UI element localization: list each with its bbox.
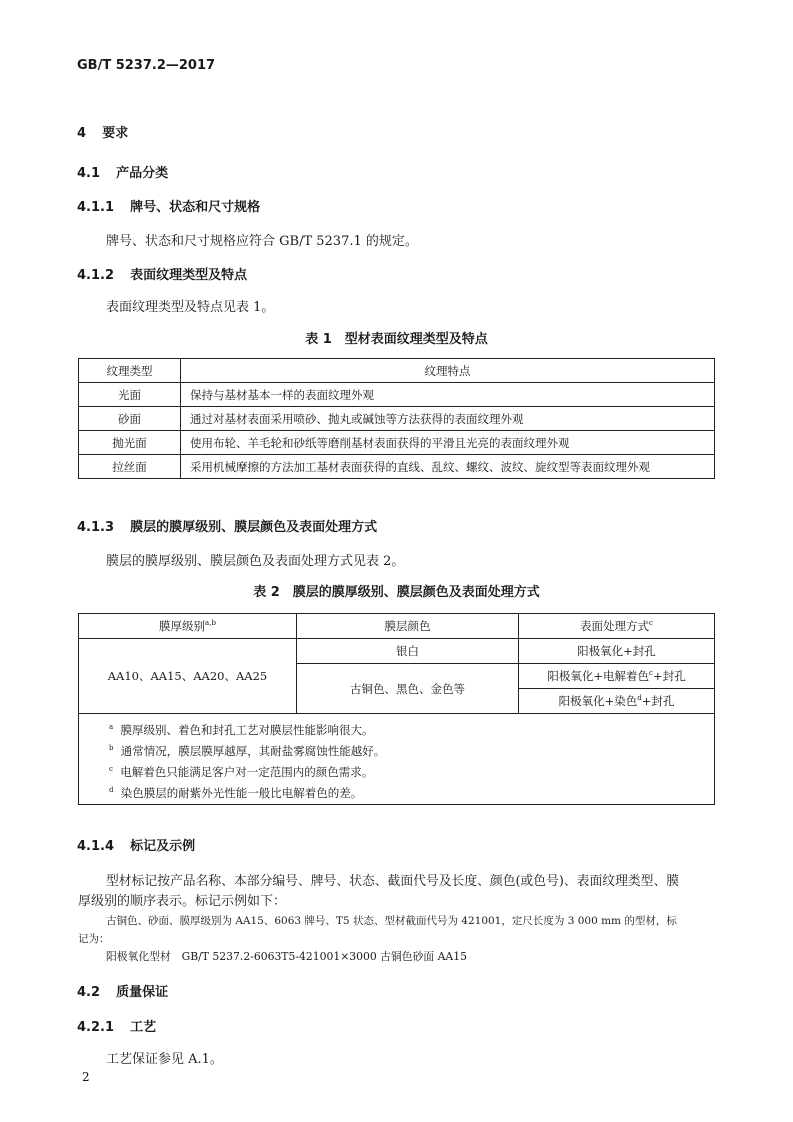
section-number: 4.1.3 [77, 520, 115, 535]
table-row [79, 383, 715, 407]
table-row [79, 455, 715, 479]
note-text: 通常情况，膜层膜厚越厚，其耐盐雾腐蚀性能越好。 [120, 743, 386, 758]
table-header-row [79, 359, 715, 383]
page-number: 2 [82, 1070, 90, 1084]
texture-type-cell: 拉丝面 [79, 455, 181, 479]
table-1 [78, 358, 715, 479]
section-number: 4.1 [77, 166, 101, 181]
thickness-header-cell [79, 614, 297, 639]
table-note [109, 738, 714, 759]
note-text: 膜厚级别、着色和封孔工艺对膜层性能影响很大。 [120, 722, 374, 737]
footnote-mark: c [649, 619, 653, 628]
section-number: 4.1.4 [77, 839, 115, 854]
treatment-header-cell [519, 614, 715, 639]
footnote-mark: a,b [205, 619, 216, 628]
section-4-1-1-text: 牌号、状态和尺寸规格应符合 GB/T 5237.1 的规定。 [106, 234, 418, 249]
thickness-header-label: 膜厚级别 [159, 619, 206, 633]
footnote-mark: c [109, 765, 113, 773]
example-text-line-1: 古铜色、砂面、膜厚级别为 AA15、6063 牌号、T5 状态、型材截面代号为 421001，定尺长度为 3 000 mm 的型材，标 [106, 915, 677, 927]
footnote-mark: d [637, 694, 642, 703]
texture-type-cell: 抛光面 [79, 431, 181, 455]
table-row [79, 639, 715, 664]
section-4-1-2-heading [77, 264, 247, 283]
section-title: 膜层的膜厚级别、膜层颜色及表面处理方式 [130, 520, 378, 535]
table-header-cell: 纹理类型 [79, 359, 181, 383]
table-2-caption: 表 2 膜层的膜厚级别、膜层颜色及表面处理方式 [253, 585, 540, 600]
texture-feature-cell: 使用布轮、羊毛轮和砂纸等磨削基材表面获得的平滑且光亮的表面纹理外观 [181, 431, 715, 455]
section-title: 质量保证 [116, 985, 169, 1000]
table-header-row [79, 614, 715, 639]
section-4-2-1-heading [77, 1016, 156, 1035]
treatment-text: 阳极氧化+电解着色 [547, 669, 650, 683]
table-notes-row [79, 714, 715, 805]
texture-type-cell: 砂面 [79, 407, 181, 431]
texture-feature-cell: 保持与基材基本一样的表面纹理外观 [181, 383, 715, 407]
color-header-cell: 膜层颜色 [297, 614, 519, 639]
table-row [79, 431, 715, 455]
section-number: 4.1.2 [77, 268, 115, 283]
table-header-cell: 纹理特点 [181, 359, 715, 383]
table-note [109, 780, 714, 801]
note-text: 电解着色只能满足客户对一定范围内的颜色需求。 [120, 764, 374, 779]
footnote-mark: b [109, 744, 114, 752]
color-cell: 银白 [297, 639, 519, 664]
table-notes-cell [79, 714, 715, 805]
texture-feature-cell: 通过对基材表面采用喷砂、抛丸或碱蚀等方法获得的表面纹理外观 [181, 407, 715, 431]
table-2 [78, 613, 715, 805]
section-4-1-3-text: 膜层的膜厚级别、膜层颜色及表面处理方式见表 2。 [106, 554, 405, 569]
treatment-header-label: 表面处理方式 [580, 619, 650, 633]
section-number: 4.2.1 [77, 1020, 115, 1035]
section-title: 工艺 [130, 1020, 157, 1035]
treatment-cell [519, 689, 715, 714]
table-note [109, 759, 714, 780]
section-4-1-2-text: 表面纹理类型及特点见表 1。 [106, 300, 275, 315]
texture-feature-cell: 采用机械摩擦的方法加工基材表面获得的直线、乱纹、螺纹、波纹、旋纹型等表面纹理外观 [181, 455, 715, 479]
section-4-1-4-heading [77, 835, 195, 854]
section-4-heading [77, 122, 128, 141]
section-4-1-4-text-line-1: 型材标记按产品名称、本部分编号、牌号、状态、截面代号及长度、颜色(或色号)、表面纹理类型、膜 [106, 874, 680, 889]
treatment-text: +封孔 [652, 669, 686, 683]
section-4-1-heading [77, 162, 168, 181]
section-title: 表面纹理类型及特点 [130, 268, 248, 283]
treatment-cell [519, 664, 715, 689]
table-1-caption: 表 1 型材表面纹理类型及特点 [305, 332, 488, 347]
footnote-mark: c [649, 669, 653, 678]
color-cell: 古铜色、黑色、金色等 [297, 664, 519, 714]
texture-type-cell: 光面 [79, 383, 181, 407]
footnote-mark: a [109, 723, 114, 731]
treatment-cell: 阳极氧化+封孔 [519, 639, 715, 664]
treatment-text: +封孔 [641, 694, 675, 708]
section-4-1-3-heading [77, 516, 377, 535]
treatment-text: 阳极氧化+染色 [558, 694, 638, 708]
section-4-2-heading [77, 981, 168, 1000]
standard-code: GB/T 5237.2—2017 [77, 58, 216, 73]
table-note [109, 717, 714, 738]
section-number: 4.2 [77, 985, 101, 1000]
example-marking: 阳极氧化型材 GB/T 5237.2-6063T5-421001×3000 古铜色砂面 AA15 [106, 950, 467, 963]
section-number: 4 [77, 126, 87, 141]
section-title: 牌号、状态和尺寸规格 [130, 200, 261, 215]
section-title: 标记及示例 [130, 839, 196, 854]
section-4-1-1-heading [77, 196, 260, 215]
section-4-1-4-text-line-2: 厚级别的顺序表示。标记示例如下： [78, 894, 287, 909]
section-title: 要求 [102, 126, 129, 141]
example-text-line-2: 记为： [78, 933, 110, 945]
note-text: 染色膜层的耐紫外光性能一般比电解着色的差。 [120, 785, 363, 800]
footnote-mark: d [109, 786, 114, 794]
section-4-2-1-text: 工艺保证参见 A.1。 [106, 1052, 223, 1067]
section-title: 产品分类 [116, 166, 169, 181]
section-number: 4.1.1 [77, 200, 115, 215]
table-row [79, 407, 715, 431]
thickness-grades-cell: AA10、AA15、AA20、AA25 [79, 639, 297, 714]
